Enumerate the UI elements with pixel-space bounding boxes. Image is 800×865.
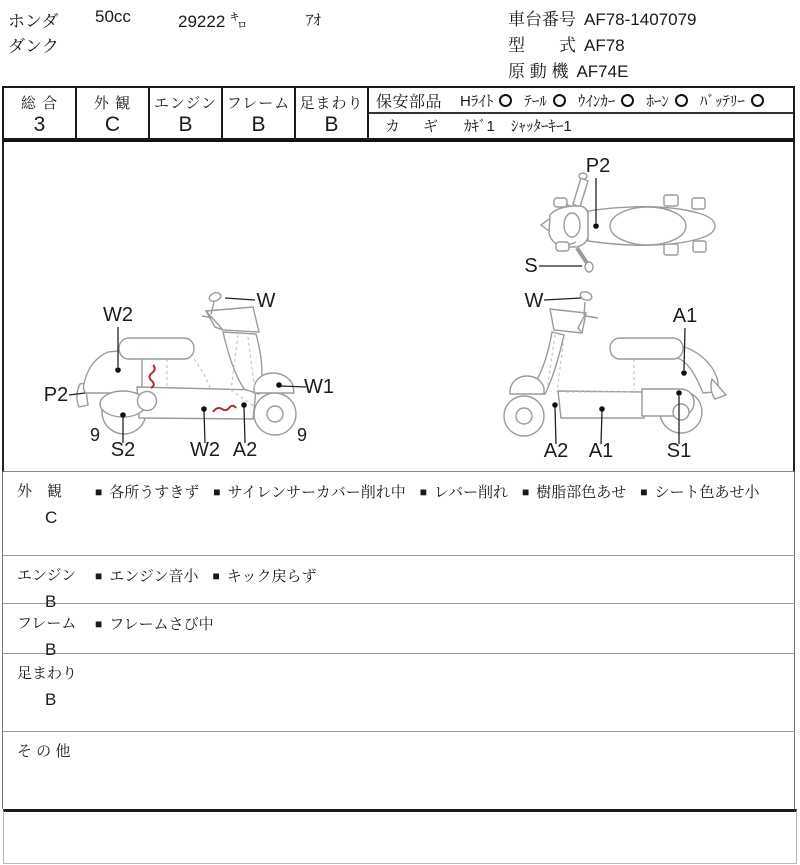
mileage: 29222 ㌔ xyxy=(178,12,247,31)
color-code: ｱｵ xyxy=(306,12,322,29)
maker-name: ホンダ xyxy=(8,12,59,31)
engine-value: AF74E xyxy=(576,62,629,81)
label-w1: W1 xyxy=(304,376,334,398)
label-9-left: 9 xyxy=(89,425,101,445)
engine-row xyxy=(508,57,628,82)
note-items xyxy=(95,732,794,809)
ok-circle-icon xyxy=(621,94,634,107)
score-cell-1 xyxy=(75,86,148,140)
note-head xyxy=(3,654,95,731)
note-head xyxy=(3,556,95,611)
note-items xyxy=(95,556,794,603)
bullet-square-icon: ■ xyxy=(95,485,103,499)
label-p2-top: P2 xyxy=(585,155,611,177)
scooter-right-view xyxy=(482,280,800,470)
bullet-square-icon: ■ xyxy=(419,485,428,499)
note-text: レバー削れ xyxy=(434,484,508,501)
note-text: 樹脂部色あせ xyxy=(536,484,627,501)
note-label: フレーム xyxy=(17,615,77,632)
type-row xyxy=(508,31,625,56)
note-grade: C xyxy=(45,508,58,527)
score-cell-2 xyxy=(148,86,221,140)
score-cell-0 xyxy=(2,86,75,140)
chassis-label: 車台番号 xyxy=(508,10,576,29)
score-cell-4 xyxy=(294,86,367,140)
model-name: ダンク xyxy=(8,37,59,56)
ok-circle-icon xyxy=(499,94,512,107)
note-head xyxy=(3,472,95,555)
score-value: B xyxy=(178,113,193,136)
bullet-square-icon: ■ xyxy=(213,485,221,499)
label-s1: S1 xyxy=(666,440,692,462)
label-s-top: S xyxy=(524,255,538,277)
safety-part-name: ｳｲﾝｶｰ xyxy=(577,92,616,110)
note-label: 外 観 xyxy=(17,483,63,500)
note-items xyxy=(95,472,794,555)
note-text: キック戻らず xyxy=(226,568,317,585)
type-value: AF78 xyxy=(584,36,625,55)
score-value: B xyxy=(251,113,266,136)
safety-part-name: ﾎｰﾝ xyxy=(646,92,669,110)
safety-part-name: Hﾗｲﾄ xyxy=(460,92,494,110)
label-w-left: W xyxy=(256,290,276,312)
note-row-1 xyxy=(3,556,794,611)
note-grade: B xyxy=(45,690,57,709)
note-item xyxy=(95,481,199,502)
score-cell-3 xyxy=(221,86,294,140)
note-item xyxy=(95,613,214,634)
score-cells xyxy=(2,86,367,140)
bottom-empty-box xyxy=(3,809,797,864)
damage-diagram-area xyxy=(2,140,795,472)
safety-part-name: ﾊﾞｯﾃﾘｰ xyxy=(699,92,745,110)
safety-item xyxy=(578,90,635,111)
bullet-square-icon: ■ xyxy=(212,569,220,583)
engine-label: 原 動 機 xyxy=(508,62,569,81)
score-label: 足まわり xyxy=(299,95,364,112)
score-bar xyxy=(2,86,795,140)
bullet-square-icon: ■ xyxy=(95,617,103,631)
score-label: 総 合 xyxy=(20,95,59,112)
safety-parts-row xyxy=(369,88,793,114)
chassis-value: AF78-1407079 xyxy=(584,10,697,29)
label-a1-upper: A1 xyxy=(672,305,698,327)
ok-circle-icon xyxy=(675,94,688,107)
note-grade: B xyxy=(45,640,57,659)
label-a2-right: A2 xyxy=(543,440,569,462)
note-row-3 xyxy=(3,654,794,732)
label-w-right: W xyxy=(524,290,544,312)
note-text: 各所うすきず xyxy=(109,484,200,501)
note-grade: B xyxy=(45,592,57,611)
safety-items xyxy=(448,90,793,111)
label-s2: S2 xyxy=(110,439,136,461)
score-label: エンジン xyxy=(153,95,218,112)
bullet-square-icon: ■ xyxy=(95,569,103,583)
note-item xyxy=(213,481,406,502)
keys-row xyxy=(369,114,793,136)
note-row-4 xyxy=(3,732,794,809)
scooter-top-view xyxy=(502,148,800,288)
note-head xyxy=(3,732,95,809)
safety-item xyxy=(460,90,512,111)
header xyxy=(0,0,800,86)
note-row-2 xyxy=(3,604,794,659)
label-w2-upper: W2 xyxy=(103,304,133,326)
safety-parts-box xyxy=(367,86,795,140)
note-label: 足まわり xyxy=(17,665,78,682)
note-text: エンジン音小 xyxy=(109,568,199,585)
note-label: エンジン xyxy=(17,567,77,584)
safety-item xyxy=(646,90,688,111)
note-head xyxy=(3,604,95,659)
note-text: シート色あせ小 xyxy=(654,484,760,501)
note-items xyxy=(95,604,794,653)
score-value: 3 xyxy=(33,113,46,136)
score-value: C xyxy=(104,113,121,136)
keys-label: カ ギ xyxy=(385,117,443,135)
label-9-right: 9 xyxy=(296,425,308,445)
note-label: そ の 他 xyxy=(17,743,71,760)
note-text: サイレンサーカバー削れ中 xyxy=(227,484,406,501)
ok-circle-icon xyxy=(553,94,566,107)
bullet-square-icon: ■ xyxy=(640,485,648,499)
note-text: フレームさび中 xyxy=(109,616,214,633)
note-item xyxy=(522,481,626,502)
keys-value-2: ｼｬｯﾀｰｷｰ1 xyxy=(510,117,572,135)
condition-notes xyxy=(2,472,795,809)
score-label: フレーム xyxy=(226,95,291,112)
displacement: 50cc xyxy=(95,7,131,26)
note-item xyxy=(420,481,508,502)
note-item xyxy=(640,481,759,502)
safety-parts-label: 保安部品 xyxy=(376,93,443,111)
label-p2-left: P2 xyxy=(43,384,69,406)
note-item xyxy=(95,565,199,586)
score-label: 外 観 xyxy=(93,95,132,112)
safety-part-name: ﾃｰﾙ xyxy=(524,92,547,110)
bullet-square-icon: ■ xyxy=(522,485,530,499)
note-item xyxy=(213,565,317,586)
safety-item xyxy=(700,90,764,111)
label-a1-lower: A1 xyxy=(588,440,614,462)
safety-item xyxy=(524,90,566,111)
keys-value-1: ｶｷﾞ1 xyxy=(464,117,495,135)
label-a2-left: A2 xyxy=(232,439,258,461)
note-row-0 xyxy=(3,472,794,556)
note-items xyxy=(95,654,794,731)
ok-circle-icon xyxy=(751,94,764,107)
scooter-left-view xyxy=(42,280,372,470)
label-w2-lower: W2 xyxy=(190,439,220,461)
score-value: B xyxy=(324,113,339,136)
chassis-number-row xyxy=(508,5,696,30)
type-label: 型 式 xyxy=(508,36,576,55)
